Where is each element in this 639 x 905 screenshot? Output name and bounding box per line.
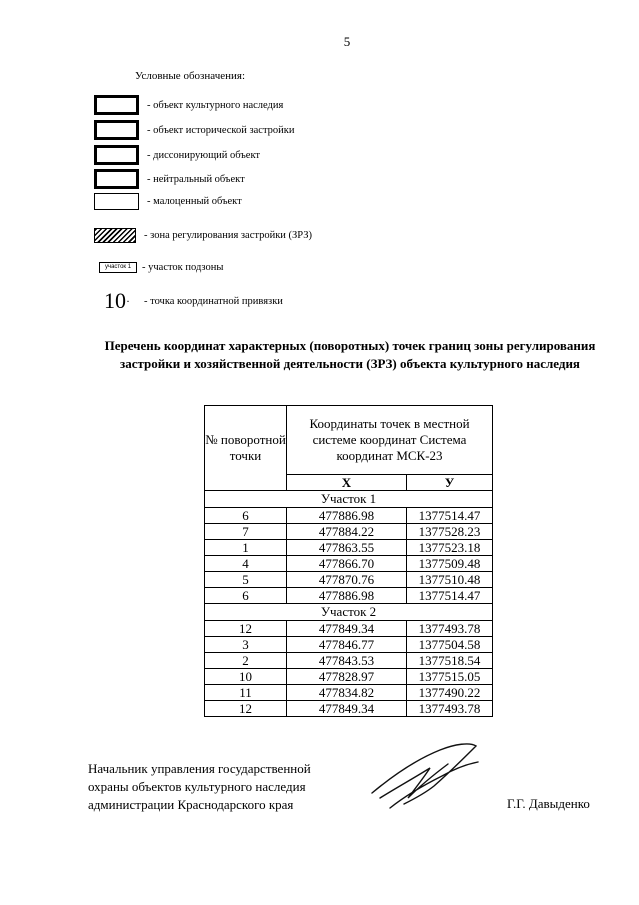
table-row <box>205 572 493 588</box>
point-number: 12 <box>205 701 287 717</box>
coord-y: 1377509.48 <box>407 556 493 572</box>
legend-swatch-thick <box>94 169 139 189</box>
legend-swatch-thick <box>94 120 139 140</box>
legend-swatch-hatched <box>94 228 136 243</box>
legend-item-historic-building <box>94 120 295 140</box>
signatory-position <box>88 760 311 814</box>
coord-y: 1377515.05 <box>407 669 493 685</box>
legend-item-low-value <box>94 193 242 210</box>
legend-item-regulation-zone <box>94 228 312 243</box>
legend-swatch-thick <box>94 95 139 115</box>
legend-label: - участок подзоны <box>142 262 224 273</box>
point-number: 11 <box>205 685 287 701</box>
signatory-position-line: охраны объектов культурного наследия <box>88 779 306 794</box>
point-number: 6 <box>205 588 287 604</box>
section-title: Участок 2 <box>205 604 493 621</box>
signatory-position-line: Начальник управления государственной <box>88 761 311 776</box>
signatory-name: Г.Г. Давыденко <box>507 796 590 811</box>
coordinates-table <box>204 405 493 717</box>
table-row <box>205 669 493 685</box>
table-header-row <box>205 406 493 475</box>
legend-item-subzone-plot <box>99 262 223 273</box>
table-row <box>205 701 493 717</box>
signatory-position-line: администрации Краснодарского края <box>88 797 294 812</box>
coord-x: 477828.97 <box>287 669 407 685</box>
coord-y: 1377514.47 <box>407 508 493 524</box>
legend-label: - зона регулирования застройки (ЗРЗ) <box>144 230 313 241</box>
legend-swatch-thin <box>94 193 139 210</box>
point-number: 6 <box>205 508 287 524</box>
legend-item-dissonant <box>94 145 260 165</box>
coord-x: 477870.76 <box>287 572 407 588</box>
header-point-number: № поворотной точки <box>205 406 287 491</box>
legend-label: - малоценный объект <box>147 196 242 207</box>
coord-y: 1377493.78 <box>407 621 493 637</box>
coord-y: 1377528.23 <box>407 524 493 540</box>
point-number: 10 <box>205 669 287 685</box>
page-number: 5 <box>343 34 351 49</box>
table-row <box>205 685 493 701</box>
table-row <box>205 556 493 572</box>
header-x: Х <box>287 475 407 491</box>
table-row <box>205 653 493 669</box>
coord-x: 477843.53 <box>287 653 407 669</box>
handwritten-signature-icon <box>360 738 485 818</box>
table-row <box>205 621 493 637</box>
point-number: 2 <box>205 653 287 669</box>
legend-sample-point-number: 10 <box>104 288 126 313</box>
table-row <box>205 540 493 556</box>
coord-x: 477886.98 <box>287 508 407 524</box>
section-row-2 <box>205 604 493 621</box>
section-title: Участок 1 <box>205 491 493 508</box>
legend-label: - диссонирующий объект <box>147 149 261 161</box>
legend-item-cultural-heritage <box>94 95 283 115</box>
legend-label: - объект культурного наследия <box>147 99 284 111</box>
table-row <box>205 588 493 604</box>
coord-x: 477886.98 <box>287 588 407 604</box>
coord-y: 1377523.18 <box>407 540 493 556</box>
legend-item-neutral <box>94 169 245 189</box>
legend-title: Условные обозначения: <box>135 70 246 82</box>
legend-sample-plot-label: участок 1 <box>99 262 137 273</box>
header-y: У <box>407 475 493 491</box>
table-row <box>205 508 493 524</box>
legend-label: - нейтральный объект <box>147 173 245 185</box>
coord-x: 477846.77 <box>287 637 407 653</box>
coord-y: 1377518.54 <box>407 653 493 669</box>
table-row <box>205 637 493 653</box>
coord-x: 477884.22 <box>287 524 407 540</box>
legend-label: - объект исторической застройки <box>147 124 295 136</box>
coord-y: 1377490.22 <box>407 685 493 701</box>
coord-y: 1377514.47 <box>407 588 493 604</box>
point-dot-icon: · <box>126 294 130 308</box>
coord-x: 477863.55 <box>287 540 407 556</box>
legend-swatch-thick <box>94 145 139 165</box>
legend-item-reference-point <box>104 290 283 312</box>
coord-y: 1377504.58 <box>407 637 493 653</box>
point-number: 7 <box>205 524 287 540</box>
legend-label: - точка координатной привязки <box>144 295 283 307</box>
point-number: 4 <box>205 556 287 572</box>
point-number: 5 <box>205 572 287 588</box>
table-row <box>205 524 493 540</box>
header-coordinates: Координаты точек в местной системе координат Система координат МСК-23 <box>287 406 493 475</box>
section-row-1 <box>205 491 493 508</box>
point-number: 3 <box>205 637 287 653</box>
coord-x: 477849.34 <box>287 701 407 717</box>
point-number: 12 <box>205 621 287 637</box>
legend-sample-point <box>104 290 144 312</box>
coord-x: 477834.82 <box>287 685 407 701</box>
coord-x: 477849.34 <box>287 621 407 637</box>
point-number: 1 <box>205 540 287 556</box>
coord-x: 477866.70 <box>287 556 407 572</box>
table-title: Перечень координат характерных (поворотных) точек границ зоны регулирования застройки и хозяйственной деятельности (ЗРЗ) объекта культурного наследия <box>104 338 596 371</box>
coord-y: 1377493.78 <box>407 701 493 717</box>
coord-y: 1377510.48 <box>407 572 493 588</box>
